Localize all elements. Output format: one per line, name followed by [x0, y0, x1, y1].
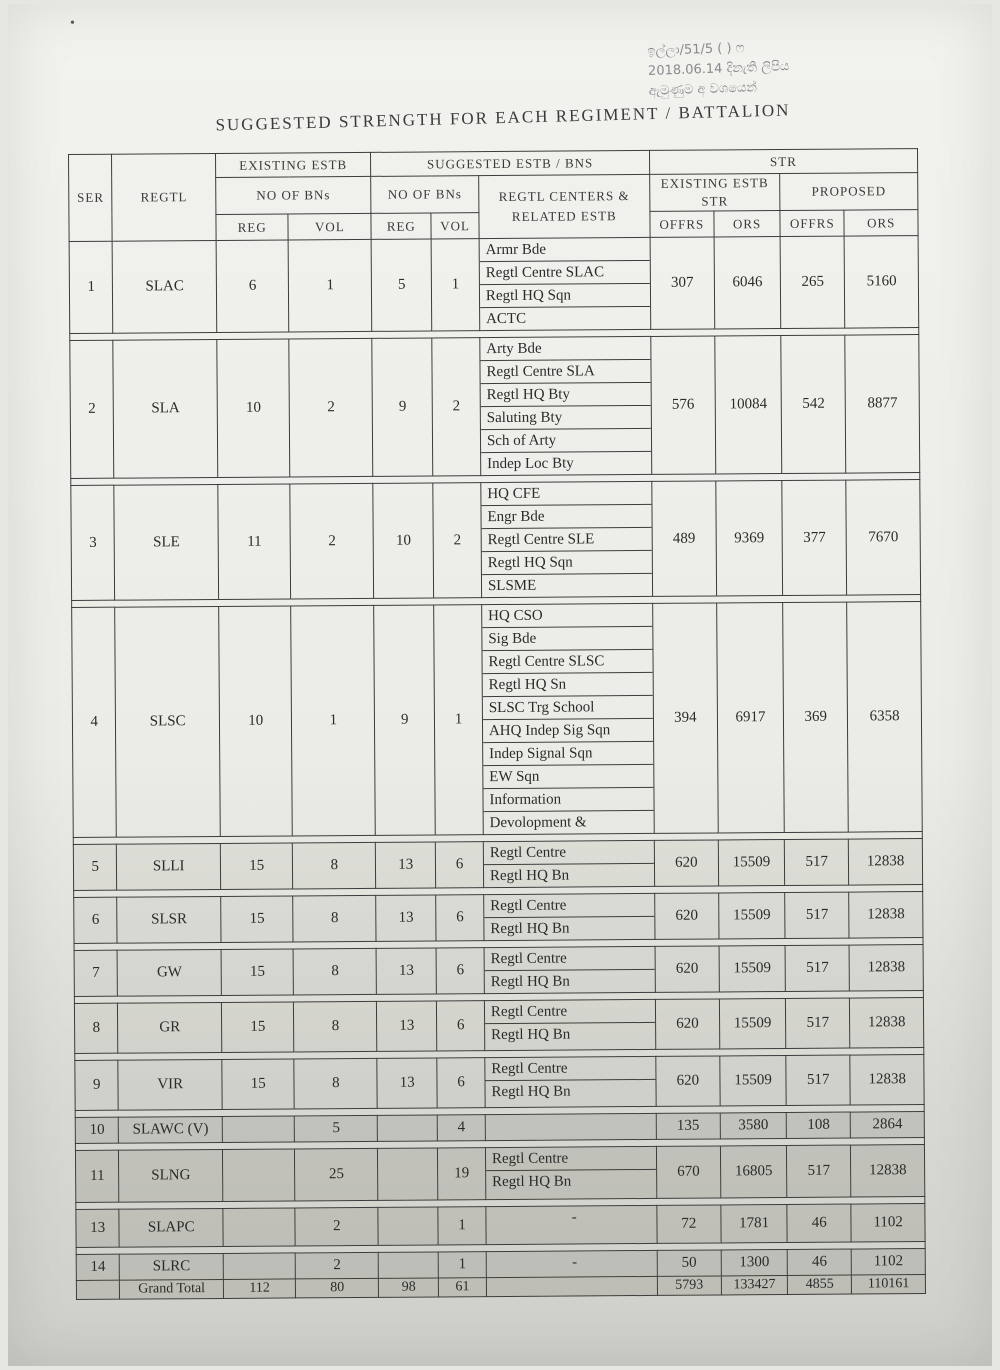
cell-pr-offrs: 517 — [785, 892, 850, 938]
estb-cell — [482, 603, 654, 834]
cell-ex-reg — [223, 1208, 296, 1247]
header-proposed: PROPOSED — [780, 173, 918, 211]
cell-ex-reg: 10 — [219, 606, 293, 837]
total-ex-reg: 112 — [223, 1279, 296, 1299]
estb-item: Information — [483, 788, 653, 812]
cell-ex-vol: 2 — [290, 483, 374, 599]
empty-cell — [76, 1280, 120, 1299]
estb-item: Regtl Centre SLE — [482, 528, 652, 552]
table-row — [76, 1204, 925, 1248]
total-ex-offrs: 5793 — [657, 1276, 721, 1295]
estb-cell — [484, 946, 655, 993]
cell-sg-reg: 10 — [373, 483, 434, 598]
cell-ex-ors: 9369 — [716, 481, 783, 596]
cell-pr-offrs: 46 — [787, 1249, 851, 1275]
cell-ser: 11 — [75, 1150, 119, 1202]
cell-sg-vol: 1 — [438, 1207, 486, 1245]
cell-sg-vol: 6 — [436, 842, 484, 888]
cell-ex-reg: 6 — [216, 240, 289, 333]
cell-regt: VIR — [118, 1059, 222, 1110]
estb-item: Regtl Centre — [486, 1147, 656, 1171]
cell-ex-vol: 2 — [296, 1252, 379, 1279]
header-no-of-bns-existing: NO OF BNs — [216, 176, 372, 214]
header-vol-existing: VOL — [288, 213, 371, 240]
cell-ex-vol: 8 — [293, 895, 376, 942]
header-offrs-proposed: OFFRS — [780, 210, 844, 236]
cell-ex-vol: 25 — [295, 1148, 378, 1201]
cell-regt: SLA — [113, 339, 217, 478]
stamp-line-3: ඇමුණුම අ වශයෙන් — [648, 80, 758, 99]
cell-regt: SLAWC (V) — [119, 1116, 223, 1143]
cell-ser: 7 — [74, 950, 118, 996]
cell-sg-vol: 6 — [436, 948, 484, 994]
cell-sg-vol: 6 — [437, 1001, 485, 1051]
header-vol-suggested: VOL — [431, 213, 479, 239]
cell-sg-vol: 2 — [433, 483, 481, 598]
estb-item: Regtl HQ Bn — [490, 920, 570, 938]
table-body — [69, 236, 925, 1300]
estb-cell — [486, 1205, 657, 1244]
cell-sg-vol: 4 — [438, 1115, 486, 1141]
cell-ex-vol: 2 — [289, 338, 373, 477]
cell-ser: 1 — [69, 241, 113, 333]
table-row — [71, 480, 921, 601]
stamp-line-1: ඉල්ලා/51/5 ( ) ෆ — [647, 40, 745, 60]
cell-ex-ors: 6046 — [714, 237, 781, 329]
cell-regt: SLSR — [117, 896, 221, 943]
estb-item: Regtl Centre SLA — [480, 360, 650, 384]
cell-sg-reg: 13 — [376, 842, 436, 888]
cell-sg-reg — [378, 1252, 438, 1278]
corner-mark: • — [70, 16, 75, 31]
table-row — [72, 602, 923, 838]
cell-pr-ors: 12838 — [849, 945, 923, 992]
cell-ex-ors: 15509 — [718, 840, 785, 886]
estb-item: Regtl Centre — [484, 947, 654, 971]
estb-cell — [484, 999, 655, 1050]
cell-ex-offrs: 72 — [657, 1205, 721, 1243]
cell-pr-offrs: 517 — [787, 1145, 852, 1197]
estb-item: ACTC — [486, 310, 527, 328]
total-ex-ors: 133427 — [721, 1276, 787, 1295]
estb-item: Devolopment & — [489, 814, 587, 832]
estb-item: Arty Bde — [480, 337, 650, 361]
grand-total-label: Grand Total — [120, 1279, 224, 1299]
header-existing-str: EXISTING ESTB STR — [649, 174, 780, 212]
estb-item: Regtl HQ Bn — [491, 1026, 571, 1044]
cell-ex-vol: 8 — [293, 842, 376, 889]
cell-ex-ors: 15509 — [719, 999, 786, 1049]
cell-ex-vol: 2 — [295, 1207, 378, 1246]
header-str: STR — [649, 149, 917, 175]
cell-ex-ors: 15509 — [719, 893, 786, 939]
cell-sg-reg — [377, 1115, 437, 1141]
estb-item: Regtl HQ Sn — [483, 673, 653, 697]
estb-cell — [481, 481, 653, 597]
header-reg-suggested: REG — [371, 213, 431, 239]
total-ex-vol: 80 — [296, 1278, 379, 1298]
header-no-of-bns-suggested: NO OF BNs — [371, 176, 479, 214]
cell-regt: GR — [118, 1002, 222, 1053]
cell-sg-vol: 19 — [438, 1148, 486, 1200]
estb-cell — [483, 840, 654, 887]
header-ser: SER — [69, 154, 113, 241]
estb-item: HQ CFE — [481, 482, 651, 506]
cell-pr-ors: 6358 — [847, 602, 922, 833]
header-reg-existing: REG — [216, 214, 289, 241]
estb-cell — [485, 1056, 656, 1107]
header-suggested-estb: SUGGESTED ESTB / BNS — [371, 150, 650, 176]
cell-ex-offrs: 50 — [657, 1250, 721, 1276]
cell-ex-reg: 15 — [221, 896, 294, 943]
cell-ex-vol: 1 — [289, 239, 372, 332]
table-row — [75, 1055, 924, 1111]
cell-sg-vol: 6 — [436, 895, 484, 941]
cell-ser: 13 — [76, 1209, 120, 1247]
cell-ex-reg — [222, 1116, 295, 1143]
cell-regt: SLNG — [119, 1149, 223, 1202]
table-row — [74, 998, 923, 1054]
estb-item: Regtl Centre — [484, 894, 654, 918]
cell-sg-vol: 1 — [438, 1252, 486, 1278]
cell-regt: SLAPC — [119, 1208, 223, 1247]
reference-stamp — [647, 34, 879, 102]
cell-ex-ors: 6917 — [717, 603, 785, 833]
cell-sg-reg: 13 — [376, 895, 436, 941]
estb-item: Regtl HQ Bty — [481, 383, 651, 407]
cell-ex-offrs: 620 — [655, 999, 720, 1049]
cell-ex-ors: 15509 — [719, 946, 786, 992]
estb-item: - — [572, 1254, 578, 1271]
estb-item: Regtl Centre — [484, 841, 654, 865]
cell-ex-reg: 15 — [220, 843, 293, 890]
header-ors-existing: ORS — [714, 211, 780, 237]
cell-ex-vol: 1 — [291, 605, 375, 836]
cell-ex-offrs: 576 — [651, 336, 716, 474]
estb-item: Saluting Bty — [481, 406, 651, 430]
cell-pr-ors: 2864 — [851, 1112, 925, 1139]
cell-ser: 9 — [75, 1060, 119, 1110]
cell-ex-ors: 10084 — [715, 336, 782, 474]
cell-ex-ors: 3580 — [720, 1113, 786, 1139]
cell-ex-offrs: 620 — [654, 840, 719, 886]
estb-item: Indep Loc Bty — [487, 455, 574, 473]
cell-ex-vol: 8 — [294, 1001, 377, 1052]
document-sheet — [8, 4, 992, 1366]
cell-ex-vol: 8 — [294, 1058, 377, 1109]
empty-cell — [486, 1276, 657, 1296]
cell-ser: 10 — [75, 1117, 119, 1143]
estb-item: AHQ Indep Sig Sqn — [483, 719, 653, 743]
cell-ex-reg — [222, 1149, 295, 1202]
total-sg-reg: 98 — [379, 1278, 439, 1297]
estb-item: Regtl HQ Bn — [490, 973, 570, 991]
estb-item: Sch of Arty — [481, 429, 651, 453]
cell-ser: 14 — [76, 1254, 120, 1280]
estb-item: SLSC Trg School — [483, 696, 653, 720]
estb-item: Regtl HQ Sqn — [482, 551, 652, 575]
cell-ser: 4 — [72, 607, 117, 837]
cell-sg-reg — [378, 1148, 438, 1200]
cell-ex-reg: 11 — [218, 484, 291, 600]
estb-cell — [485, 1146, 656, 1199]
cell-ex-offrs: 670 — [656, 1146, 721, 1198]
header-ors-proposed: ORS — [844, 210, 918, 237]
table-row — [73, 839, 922, 891]
cell-ex-vol: 8 — [294, 948, 377, 995]
cell-ex-offrs: 620 — [654, 893, 719, 939]
cell-pr-offrs: 377 — [782, 480, 847, 595]
cell-pr-ors: 7670 — [846, 480, 920, 596]
cell-ex-offrs: 620 — [656, 1056, 721, 1106]
cell-ex-offrs: 489 — [652, 481, 717, 596]
cell-ser: 5 — [73, 844, 117, 890]
cell-pr-ors: 5160 — [844, 236, 918, 329]
estb-item: - — [571, 1209, 577, 1226]
cell-pr-ors: 12838 — [850, 1055, 924, 1106]
cell-sg-reg: 9 — [372, 338, 433, 476]
cell-pr-ors: 1102 — [851, 1204, 925, 1243]
cell-regt: SLRC — [120, 1253, 224, 1280]
cell-ser: 8 — [74, 1003, 118, 1053]
document-title: SUGGESTED STRENGTH FOR EACH REGIMENT / BATTALION — [215, 100, 791, 135]
strength-table — [68, 148, 926, 1300]
cell-ex-offrs: 135 — [656, 1113, 720, 1139]
total-pr-ors: 110161 — [852, 1275, 926, 1295]
total-pr-offrs: 4855 — [788, 1275, 852, 1294]
cell-sg-reg: 9 — [374, 605, 436, 835]
cell-ser: 3 — [71, 485, 115, 600]
cell-regt: SLLI — [117, 843, 221, 890]
cell-sg-vol: 1 — [434, 605, 483, 835]
estb-item: HQ CSO — [482, 604, 652, 628]
cell-pr-offrs: 369 — [783, 602, 849, 832]
cell-ex-vol: 5 — [295, 1115, 378, 1142]
estb-item: Regtl HQ Bn — [489, 867, 570, 885]
header-regt: REGTL — [112, 153, 216, 241]
estb-item: Indep Signal Sqn — [483, 742, 653, 766]
cell-ser: 2 — [70, 340, 114, 478]
cell-sg-vol: 6 — [437, 1058, 485, 1108]
cell-sg-reg: 13 — [376, 948, 436, 994]
cell-sg-reg: 13 — [377, 1058, 437, 1108]
cell-ex-reg: 15 — [222, 1059, 295, 1110]
cell-pr-offrs: 108 — [786, 1112, 850, 1138]
cell-ex-reg: 15 — [221, 949, 294, 996]
cell-pr-ors: 12838 — [849, 892, 923, 939]
estb-item: Sig Bde — [482, 627, 652, 651]
cell-sg-reg: 13 — [377, 1001, 437, 1051]
cell-regt: SLSC — [115, 606, 220, 837]
table-row — [74, 945, 923, 997]
estb-cell — [485, 1113, 656, 1140]
total-sg-vol: 61 — [439, 1278, 487, 1297]
cell-pr-offrs: 542 — [781, 335, 846, 473]
stamp-line-2: 2018.06.14 දිනැති ලිපිය — [647, 59, 790, 80]
cell-pr-offrs: 517 — [784, 839, 849, 885]
table-row — [75, 1145, 924, 1203]
estb-item: Regtl HQ Sqn — [480, 284, 650, 308]
table-row — [74, 892, 923, 944]
cell-regt: GW — [118, 949, 222, 996]
cell-ser: 6 — [74, 897, 118, 943]
cell-ex-offrs: 620 — [655, 946, 720, 992]
estb-item: SLSME — [487, 577, 537, 595]
cell-pr-ors: 1102 — [852, 1249, 926, 1276]
estb-item: Regtl HQ Bn — [492, 1173, 572, 1191]
header-regtl-centers: REGTL CENTERS & RELATED ESTB — [479, 174, 650, 238]
estb-item: Regtl Centre — [485, 1000, 655, 1024]
estb-item: Regtl Centre SLAC — [480, 261, 650, 285]
cell-regt: SLAC — [113, 240, 217, 333]
cell-ex-ors: 15509 — [720, 1056, 787, 1106]
cell-sg-vol: 1 — [431, 239, 479, 331]
cell-ex-ors: 1781 — [721, 1205, 788, 1243]
cell-ex-reg: 15 — [221, 1002, 294, 1053]
cell-pr-ors: 12838 — [851, 1145, 925, 1198]
estb-item: Regtl Centre SLSC — [482, 650, 652, 674]
estb-item: Regtl HQ Bn — [491, 1083, 571, 1101]
header-existing-estb: EXISTING ESTB — [215, 152, 370, 177]
cell-regt: SLE — [114, 484, 218, 600]
cell-sg-vol: 2 — [432, 338, 481, 476]
cell-pr-ors: 8877 — [845, 335, 920, 474]
estb-cell — [480, 336, 652, 475]
estb-cell — [486, 1250, 657, 1277]
estb-item: EW Sqn — [483, 765, 653, 789]
cell-pr-offrs: 517 — [786, 998, 851, 1048]
cell-pr-offrs: 517 — [786, 1055, 851, 1105]
cell-pr-offrs: 517 — [785, 945, 850, 991]
estb-cell — [484, 893, 655, 940]
cell-ex-offrs: 307 — [650, 237, 715, 329]
cell-pr-offrs: 265 — [780, 236, 845, 328]
estb-cell — [479, 237, 650, 330]
cell-pr-ors: 12838 — [850, 998, 924, 1049]
estb-item: Regtl Centre — [485, 1057, 655, 1081]
cell-pr-ors: 12838 — [849, 839, 923, 886]
cell-ex-reg: 10 — [217, 339, 290, 478]
cell-ex-offrs: 394 — [652, 603, 718, 833]
cell-sg-reg: 5 — [371, 239, 432, 331]
cell-ex-ors: 16805 — [720, 1146, 787, 1198]
cell-ex-reg — [223, 1253, 296, 1280]
cell-sg-reg — [378, 1207, 438, 1245]
estb-item: Engr Bde — [481, 505, 651, 529]
table-row — [70, 335, 920, 479]
header-offrs-existing: OFFRS — [650, 211, 714, 237]
cell-pr-offrs: 46 — [787, 1204, 851, 1242]
cell-ex-ors: 1300 — [721, 1250, 787, 1276]
estb-item: Armr Bde — [480, 238, 650, 262]
table-row — [69, 236, 919, 334]
